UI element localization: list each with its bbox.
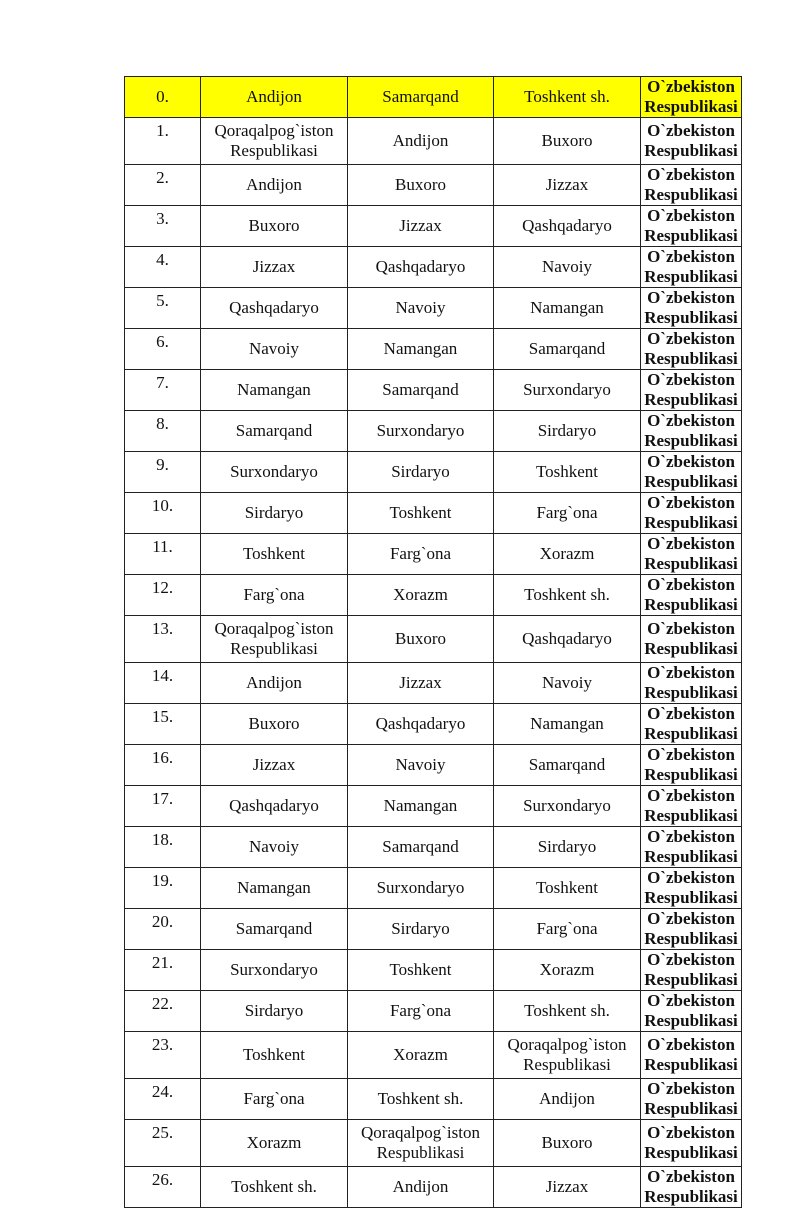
table-row bbox=[125, 575, 742, 616]
schedule-table bbox=[124, 76, 742, 1208]
region-2-cell: Andijon bbox=[348, 118, 494, 165]
region-3-cell: Qashqadaryo bbox=[494, 206, 641, 247]
region-1-cell: Toshkent bbox=[201, 534, 348, 575]
table-row bbox=[125, 991, 742, 1032]
region-2-cell: Toshkent bbox=[348, 950, 494, 991]
region-1-cell: Farg`ona bbox=[201, 1079, 348, 1120]
row-number-cell: 10. bbox=[125, 493, 201, 534]
region-1-cell: Qashqadaryo bbox=[201, 786, 348, 827]
republic-cell: O`zbekiston Respublikasi bbox=[641, 118, 742, 165]
region-2-cell: Namangan bbox=[348, 786, 494, 827]
republic-cell: O`zbekiston Respublikasi bbox=[641, 247, 742, 288]
table-row bbox=[125, 534, 742, 575]
republic-cell: O`zbekiston Respublikasi bbox=[641, 370, 742, 411]
header-cell-number: 0. bbox=[125, 77, 201, 118]
table-row bbox=[125, 118, 742, 165]
table-row bbox=[125, 1167, 742, 1208]
region-1-cell: Farg`ona bbox=[201, 575, 348, 616]
region-2-cell: Qoraqalpog`iston Respublikasi bbox=[348, 1120, 494, 1167]
region-1-cell: Xorazm bbox=[201, 1120, 348, 1167]
region-2-cell: Xorazm bbox=[348, 1032, 494, 1079]
row-number-cell: 9. bbox=[125, 452, 201, 493]
region-3-cell: Jizzax bbox=[494, 165, 641, 206]
region-2-cell: Toshkent sh. bbox=[348, 1079, 494, 1120]
region-2-cell: Sirdaryo bbox=[348, 452, 494, 493]
table-row bbox=[125, 493, 742, 534]
header-cell-region-3: Toshkent sh. bbox=[494, 77, 641, 118]
region-3-cell: Qoraqalpog`iston Respublikasi bbox=[494, 1032, 641, 1079]
region-3-cell: Andijon bbox=[494, 1079, 641, 1120]
republic-cell: O`zbekiston Respublikasi bbox=[641, 663, 742, 704]
region-2-cell: Buxoro bbox=[348, 616, 494, 663]
republic-cell: O`zbekiston Respublikasi bbox=[641, 786, 742, 827]
header-cell-republic: O`zbekiston Respublikasi bbox=[641, 77, 742, 118]
republic-cell: O`zbekiston Respublikasi bbox=[641, 704, 742, 745]
region-2-cell: Jizzax bbox=[348, 206, 494, 247]
region-2-cell: Samarqand bbox=[348, 827, 494, 868]
region-2-cell: Qashqadaryo bbox=[348, 247, 494, 288]
row-number-cell: 18. bbox=[125, 827, 201, 868]
row-number-cell: 4. bbox=[125, 247, 201, 288]
row-number-cell: 1. bbox=[125, 118, 201, 165]
region-1-cell: Qashqadaryo bbox=[201, 288, 348, 329]
region-3-cell: Xorazm bbox=[494, 950, 641, 991]
region-3-cell: Toshkent sh. bbox=[494, 575, 641, 616]
region-3-cell: Buxoro bbox=[494, 118, 641, 165]
region-1-cell: Surxondaryo bbox=[201, 452, 348, 493]
republic-cell: O`zbekiston Respublikasi bbox=[641, 1079, 742, 1120]
republic-cell: O`zbekiston Respublikasi bbox=[641, 411, 742, 452]
header-cell-region-1: Andijon bbox=[201, 77, 348, 118]
table-row bbox=[125, 827, 742, 868]
row-number-cell: 12. bbox=[125, 575, 201, 616]
region-3-cell: Sirdaryo bbox=[494, 827, 641, 868]
row-number-cell: 22. bbox=[125, 991, 201, 1032]
table-row bbox=[125, 616, 742, 663]
region-2-cell: Navoiy bbox=[348, 745, 494, 786]
header-cell-region-2: Samarqand bbox=[348, 77, 494, 118]
region-3-cell: Buxoro bbox=[494, 1120, 641, 1167]
region-1-cell: Jizzax bbox=[201, 247, 348, 288]
region-3-cell: Navoiy bbox=[494, 247, 641, 288]
region-1-cell: Sirdaryo bbox=[201, 991, 348, 1032]
region-2-cell: Xorazm bbox=[348, 575, 494, 616]
region-2-cell: Namangan bbox=[348, 329, 494, 370]
row-number-cell: 21. bbox=[125, 950, 201, 991]
row-number-cell: 3. bbox=[125, 206, 201, 247]
republic-cell: O`zbekiston Respublikasi bbox=[641, 616, 742, 663]
region-1-cell: Andijon bbox=[201, 165, 348, 206]
region-3-cell: Xorazm bbox=[494, 534, 641, 575]
row-number-cell: 7. bbox=[125, 370, 201, 411]
republic-cell: O`zbekiston Respublikasi bbox=[641, 288, 742, 329]
republic-cell: O`zbekiston Respublikasi bbox=[641, 991, 742, 1032]
table-row bbox=[125, 786, 742, 827]
region-1-cell: Samarqand bbox=[201, 411, 348, 452]
row-number-cell: 13. bbox=[125, 616, 201, 663]
republic-cell: O`zbekiston Respublikasi bbox=[641, 950, 742, 991]
table-header-row bbox=[125, 77, 742, 118]
region-1-cell: Navoiy bbox=[201, 827, 348, 868]
table-row bbox=[125, 745, 742, 786]
region-2-cell: Surxondaryo bbox=[348, 868, 494, 909]
republic-cell: O`zbekiston Respublikasi bbox=[641, 534, 742, 575]
region-1-cell: Buxoro bbox=[201, 206, 348, 247]
republic-cell: O`zbekiston Respublikasi bbox=[641, 745, 742, 786]
row-number-cell: 20. bbox=[125, 909, 201, 950]
row-number-cell: 2. bbox=[125, 165, 201, 206]
table-row bbox=[125, 370, 742, 411]
table-row bbox=[125, 868, 742, 909]
table-row bbox=[125, 1079, 742, 1120]
region-2-cell: Jizzax bbox=[348, 663, 494, 704]
table-row bbox=[125, 452, 742, 493]
republic-cell: O`zbekiston Respublikasi bbox=[641, 493, 742, 534]
region-1-cell: Samarqand bbox=[201, 909, 348, 950]
table-row bbox=[125, 909, 742, 950]
region-3-cell: Qashqadaryo bbox=[494, 616, 641, 663]
republic-cell: O`zbekiston Respublikasi bbox=[641, 1167, 742, 1208]
region-1-cell: Surxondaryo bbox=[201, 950, 348, 991]
region-1-cell: Namangan bbox=[201, 370, 348, 411]
table-row bbox=[125, 704, 742, 745]
row-number-cell: 19. bbox=[125, 868, 201, 909]
region-2-cell: Toshkent bbox=[348, 493, 494, 534]
row-number-cell: 26. bbox=[125, 1167, 201, 1208]
region-2-cell: Andijon bbox=[348, 1167, 494, 1208]
republic-cell: O`zbekiston Respublikasi bbox=[641, 909, 742, 950]
region-3-cell: Namangan bbox=[494, 704, 641, 745]
row-number-cell: 17. bbox=[125, 786, 201, 827]
region-2-cell: Samarqand bbox=[348, 370, 494, 411]
region-3-cell: Navoiy bbox=[494, 663, 641, 704]
region-3-cell: Samarqand bbox=[494, 745, 641, 786]
region-1-cell: Toshkent sh. bbox=[201, 1167, 348, 1208]
region-3-cell: Farg`ona bbox=[494, 909, 641, 950]
region-2-cell: Farg`ona bbox=[348, 534, 494, 575]
row-number-cell: 24. bbox=[125, 1079, 201, 1120]
republic-cell: O`zbekiston Respublikasi bbox=[641, 452, 742, 493]
republic-cell: O`zbekiston Respublikasi bbox=[641, 1120, 742, 1167]
row-number-cell: 8. bbox=[125, 411, 201, 452]
table-row bbox=[125, 165, 742, 206]
table-row bbox=[125, 247, 742, 288]
table-row bbox=[125, 950, 742, 991]
region-2-cell: Navoiy bbox=[348, 288, 494, 329]
region-3-cell: Farg`ona bbox=[494, 493, 641, 534]
row-number-cell: 16. bbox=[125, 745, 201, 786]
region-2-cell: Surxondaryo bbox=[348, 411, 494, 452]
row-number-cell: 6. bbox=[125, 329, 201, 370]
region-3-cell: Sirdaryo bbox=[494, 411, 641, 452]
region-3-cell: Namangan bbox=[494, 288, 641, 329]
row-number-cell: 5. bbox=[125, 288, 201, 329]
republic-cell: O`zbekiston Respublikasi bbox=[641, 206, 742, 247]
region-1-cell: Navoiy bbox=[201, 329, 348, 370]
region-1-cell: Sirdaryo bbox=[201, 493, 348, 534]
region-1-cell: Andijon bbox=[201, 663, 348, 704]
region-3-cell: Surxondaryo bbox=[494, 370, 641, 411]
region-3-cell: Jizzax bbox=[494, 1167, 641, 1208]
region-3-cell: Toshkent sh. bbox=[494, 991, 641, 1032]
region-3-cell: Toshkent bbox=[494, 868, 641, 909]
row-number-cell: 14. bbox=[125, 663, 201, 704]
region-2-cell: Sirdaryo bbox=[348, 909, 494, 950]
republic-cell: O`zbekiston Respublikasi bbox=[641, 575, 742, 616]
republic-cell: O`zbekiston Respublikasi bbox=[641, 329, 742, 370]
region-1-cell: Buxoro bbox=[201, 704, 348, 745]
region-1-cell: Namangan bbox=[201, 868, 348, 909]
table-row bbox=[125, 206, 742, 247]
republic-cell: O`zbekiston Respublikasi bbox=[641, 868, 742, 909]
region-1-cell: Qoraqalpog`iston Respublikasi bbox=[201, 118, 348, 165]
republic-cell: O`zbekiston Respublikasi bbox=[641, 165, 742, 206]
row-number-cell: 23. bbox=[125, 1032, 201, 1079]
schedule-table-body bbox=[125, 77, 742, 1208]
table-row bbox=[125, 411, 742, 452]
row-number-cell: 11. bbox=[125, 534, 201, 575]
table-row bbox=[125, 288, 742, 329]
region-3-cell: Toshkent bbox=[494, 452, 641, 493]
region-2-cell: Buxoro bbox=[348, 165, 494, 206]
table-row bbox=[125, 1032, 742, 1079]
table-row bbox=[125, 329, 742, 370]
row-number-cell: 15. bbox=[125, 704, 201, 745]
region-1-cell: Jizzax bbox=[201, 745, 348, 786]
table-row bbox=[125, 663, 742, 704]
region-3-cell: Samarqand bbox=[494, 329, 641, 370]
row-number-cell: 25. bbox=[125, 1120, 201, 1167]
region-3-cell: Surxondaryo bbox=[494, 786, 641, 827]
region-1-cell: Toshkent bbox=[201, 1032, 348, 1079]
table-row bbox=[125, 1120, 742, 1167]
republic-cell: O`zbekiston Respublikasi bbox=[641, 1032, 742, 1079]
region-2-cell: Qashqadaryo bbox=[348, 704, 494, 745]
region-2-cell: Farg`ona bbox=[348, 991, 494, 1032]
region-1-cell: Qoraqalpog`iston Respublikasi bbox=[201, 616, 348, 663]
republic-cell: O`zbekiston Respublikasi bbox=[641, 827, 742, 868]
